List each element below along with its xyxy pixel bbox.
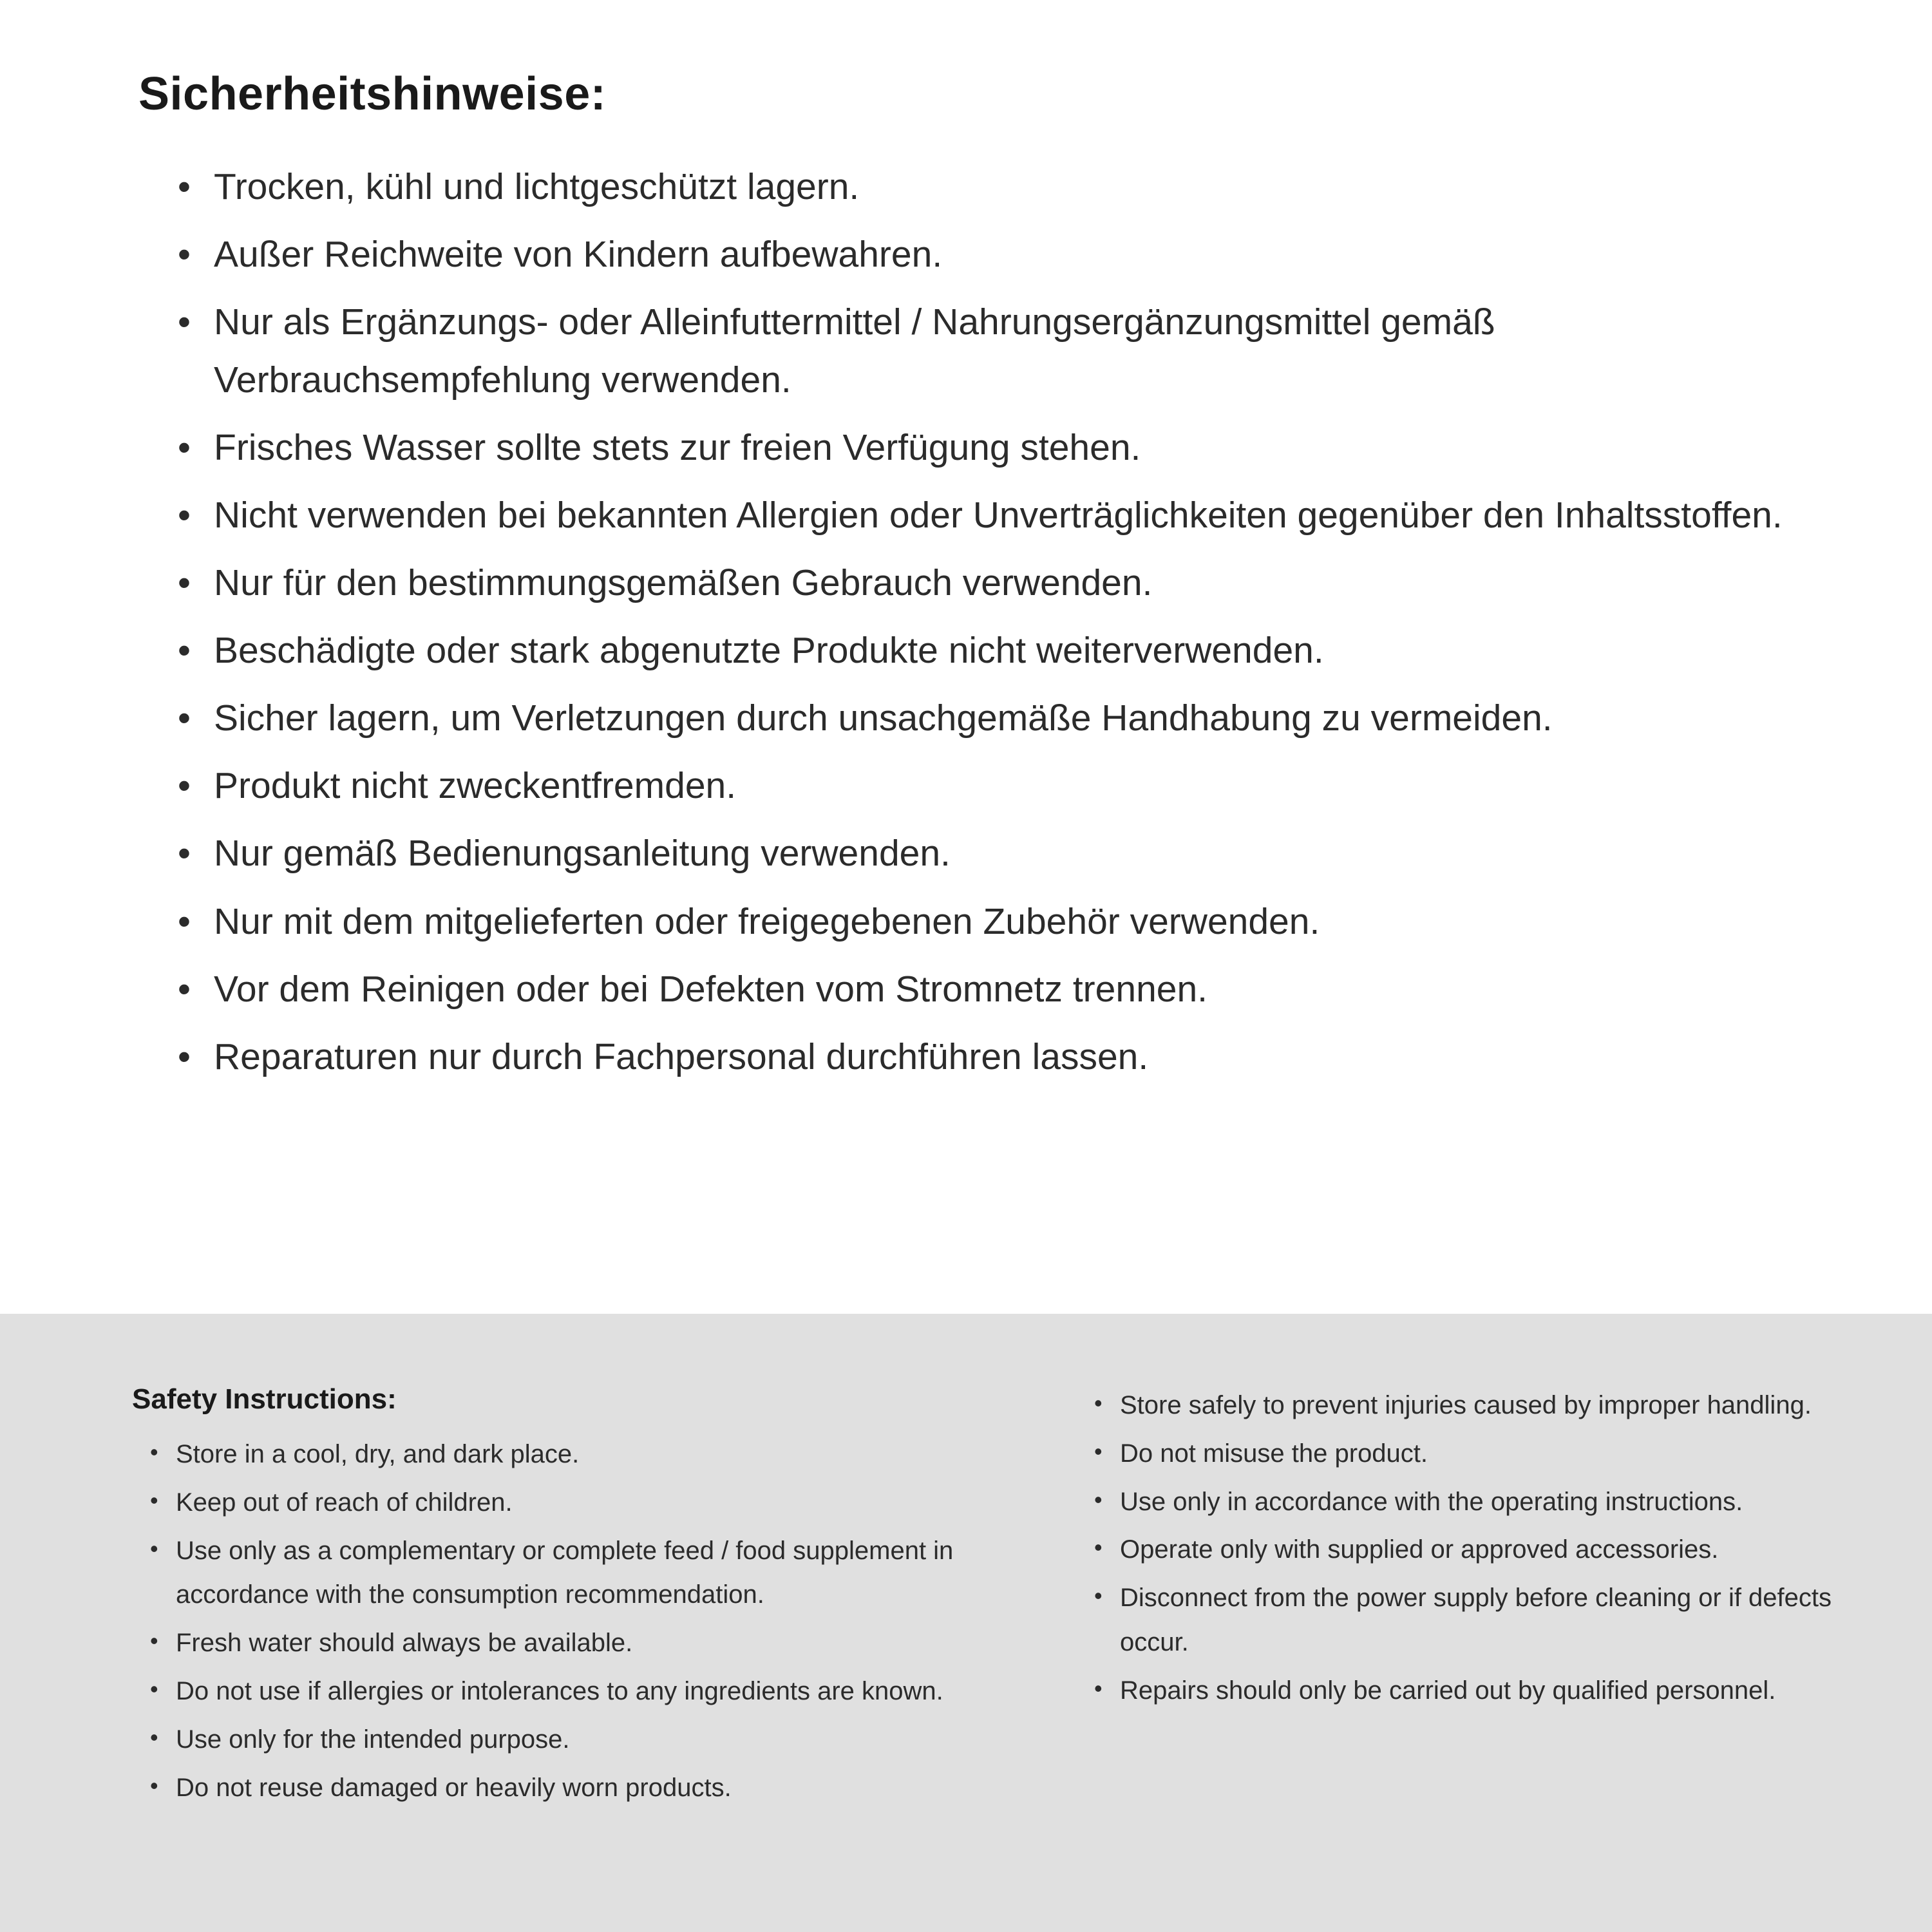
list-item: • Beschädigte oder stark abgenutzte Produkte nicht weiterverwenden.	[174, 621, 1816, 679]
list-item: • Disconnect from the power supply before cleaning or if defects occur.	[1092, 1576, 1903, 1665]
list-item: • Außer Reichweite von Kindern aufbewahren.	[174, 225, 1816, 283]
german-safety-list	[138, 158, 1816, 1086]
list-item: • Fresh water should always be available.	[147, 1621, 989, 1665]
english-safety-section	[0, 1314, 1932, 1932]
list-item: • Do not reuse damaged or heavily worn products.	[147, 1766, 989, 1810]
list-item: • Vor dem Reinigen oder bei Defekten vom Stromnetz trennen.	[174, 960, 1816, 1018]
english-right-column	[1092, 1383, 1903, 1932]
list-item: • Operate only with supplied or approved accessories.	[1092, 1528, 1903, 1572]
list-item: • Use only in accordance with the operating instructions.	[1092, 1480, 1903, 1524]
list-item: • Store in a cool, dry, and dark place.	[147, 1432, 989, 1477]
list-item: • Nur für den bestimmungsgemäßen Gebrauch verwenden.	[174, 554, 1816, 612]
english-right-list	[1092, 1383, 1903, 1713]
english-section-title: Safety Instructions:	[132, 1383, 397, 1415]
list-item: • Nur als Ergänzungs- oder Alleinfuttermittel / Nahrungsergänzungsmittel gemäß Verbrauchsempfehlung verwenden.	[174, 293, 1816, 409]
list-item: • Use only for the intended purpose.	[147, 1718, 989, 1762]
list-item: • Do not use if allergies or intolerances to any ingredients are known.	[147, 1669, 989, 1714]
list-item: • Repairs should only be carried out by qualified personnel.	[1092, 1669, 1903, 1713]
list-item: • Use only as a complementary or complete feed / food supplement in accordance with the consumption recommendation.	[147, 1529, 989, 1618]
list-item: • Store safely to prevent injuries caused by improper handling.	[1092, 1383, 1903, 1428]
list-item: • Do not misuse the product.	[1092, 1432, 1903, 1476]
list-item: • Sicher lagern, um Verletzungen durch unsachgemäße Handhabung zu vermeiden.	[174, 689, 1816, 747]
list-item: • Trocken, kühl und lichtgeschützt lagern.	[174, 158, 1816, 216]
list-item: • Nur gemäß Bedienungsanleitung verwenden.	[174, 824, 1816, 882]
list-item: • Produkt nicht zweckentfremden.	[174, 757, 1816, 815]
list-item: • Keep out of reach of children.	[147, 1481, 989, 1525]
english-left-list	[132, 1432, 989, 1810]
english-left-column	[132, 1383, 989, 1932]
list-item: • Frisches Wasser sollte stets zur freien Verfügung stehen.	[174, 419, 1816, 477]
list-item: • Reparaturen nur durch Fachpersonal durchführen lassen.	[174, 1028, 1816, 1086]
german-section-title: Sicherheitshinweise:	[138, 68, 607, 120]
list-item: • Nur mit dem mitgelieferten oder freigegebenen Zubehör verwenden.	[174, 893, 1816, 951]
list-item: • Nicht verwenden bei bekannten Allergien oder Unverträglichkeiten gegenüber den Inhaltsstoffen.	[174, 486, 1816, 544]
